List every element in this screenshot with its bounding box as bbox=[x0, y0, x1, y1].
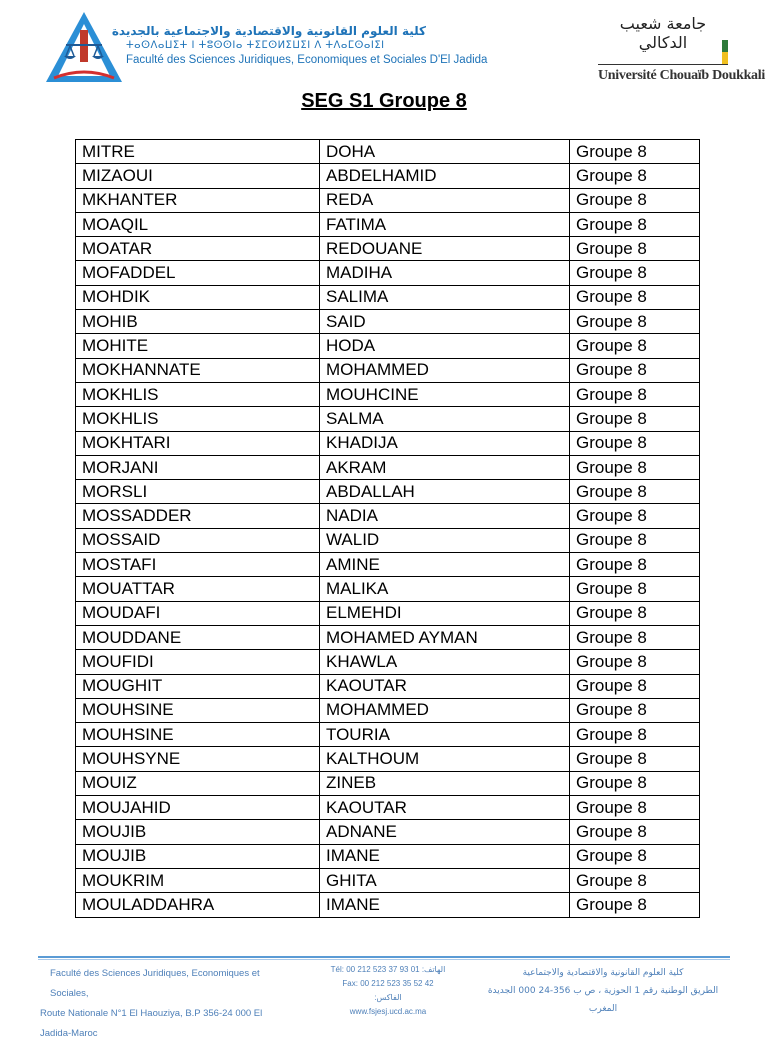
first-name-cell: KALTHOUM bbox=[320, 747, 570, 771]
footer-address: Route Nationale N°1 El Haouziya, B.P 356-24 000 El Jadida-Maroc bbox=[40, 1008, 263, 1039]
table-row bbox=[76, 310, 700, 334]
table-row bbox=[76, 237, 700, 261]
group-cell: Groupe 8 bbox=[570, 431, 700, 455]
table-row bbox=[76, 771, 700, 795]
footer-faculty-name-arabic: كلية العلوم القانونية والاقتصادية والاجتماعية bbox=[522, 968, 684, 978]
last-name-cell: MOHITE bbox=[76, 334, 320, 358]
first-name-cell: MADIHA bbox=[320, 261, 570, 285]
university-name-arabic: جامعة شعيب الدكالي bbox=[619, 14, 707, 52]
last-name-cell: MOATAR bbox=[76, 237, 320, 261]
table-row bbox=[76, 261, 700, 285]
first-name-cell: FATIMA bbox=[320, 212, 570, 236]
last-name-cell: MOUJIB bbox=[76, 820, 320, 844]
table-row bbox=[76, 431, 700, 455]
table-row bbox=[76, 650, 700, 674]
table-row bbox=[76, 893, 700, 917]
first-name-cell: IMANE bbox=[320, 893, 570, 917]
last-name-cell: MORSLI bbox=[76, 480, 320, 504]
table-row bbox=[76, 674, 700, 698]
group-cell: Groupe 8 bbox=[570, 504, 700, 528]
table-row bbox=[76, 504, 700, 528]
group-cell: Groupe 8 bbox=[570, 455, 700, 479]
last-name-cell: MOSSADDER bbox=[76, 504, 320, 528]
footer-contact bbox=[328, 963, 448, 1019]
footer-tel: Tél: 00 212 523 37 93 01 :الهاتف bbox=[330, 965, 446, 974]
last-name-cell: MORJANI bbox=[76, 455, 320, 479]
table-row bbox=[76, 528, 700, 552]
last-name-cell: MOKHLIS bbox=[76, 382, 320, 406]
student-table bbox=[75, 139, 700, 918]
group-cell: Groupe 8 bbox=[570, 844, 700, 868]
group-cell: Groupe 8 bbox=[570, 747, 700, 771]
last-name-cell: MOFADDEL bbox=[76, 261, 320, 285]
first-name-cell: KAOUTAR bbox=[320, 674, 570, 698]
group-cell: Groupe 8 bbox=[570, 723, 700, 747]
first-name-cell: MOHAMMED bbox=[320, 358, 570, 382]
first-name-cell: ELMEHDI bbox=[320, 601, 570, 625]
table-row bbox=[76, 188, 700, 212]
group-cell: Groupe 8 bbox=[570, 893, 700, 917]
first-name-cell: ADNANE bbox=[320, 820, 570, 844]
group-cell: Groupe 8 bbox=[570, 698, 700, 722]
table-row bbox=[76, 723, 700, 747]
first-name-cell: WALID bbox=[320, 528, 570, 552]
table-row bbox=[76, 212, 700, 236]
first-name-cell: GHITA bbox=[320, 868, 570, 892]
last-name-cell: MOHIB bbox=[76, 310, 320, 334]
first-name-cell: REDOUANE bbox=[320, 237, 570, 261]
group-cell: Groupe 8 bbox=[570, 310, 700, 334]
group-cell: Groupe 8 bbox=[570, 674, 700, 698]
last-name-cell: MOSTAFI bbox=[76, 553, 320, 577]
group-cell: Groupe 8 bbox=[570, 868, 700, 892]
last-name-cell: MOHDIK bbox=[76, 285, 320, 309]
group-cell: Groupe 8 bbox=[570, 334, 700, 358]
group-cell: Groupe 8 bbox=[570, 553, 700, 577]
last-name-cell: MKHANTER bbox=[76, 188, 320, 212]
table-row bbox=[76, 285, 700, 309]
faculty-name-french: Faculté des Sciences Juridiques, Economiques et Sociales D'El Jadida bbox=[126, 54, 488, 66]
last-name-cell: MOUIZ bbox=[76, 771, 320, 795]
faculty-name-arabic: كلية العلوم القانونية والاقتصادية والاجتماعية بالجديدة bbox=[111, 24, 426, 38]
group-cell: Groupe 8 bbox=[570, 820, 700, 844]
first-name-cell: ZINEB bbox=[320, 771, 570, 795]
first-name-cell: MOUHCINE bbox=[320, 382, 570, 406]
group-cell: Groupe 8 bbox=[570, 188, 700, 212]
last-name-cell: MOUGHIT bbox=[76, 674, 320, 698]
group-cell: Groupe 8 bbox=[570, 528, 700, 552]
table-row bbox=[76, 796, 700, 820]
last-name-cell: MOUFIDI bbox=[76, 650, 320, 674]
group-cell: Groupe 8 bbox=[570, 601, 700, 625]
first-name-cell: KHADIJA bbox=[320, 431, 570, 455]
group-cell: Groupe 8 bbox=[570, 164, 700, 188]
first-name-cell: IMANE bbox=[320, 844, 570, 868]
table-row bbox=[76, 407, 700, 431]
table-row bbox=[76, 698, 700, 722]
first-name-cell: TOURIA bbox=[320, 723, 570, 747]
table-row bbox=[76, 455, 700, 479]
group-cell: Groupe 8 bbox=[570, 625, 700, 649]
table-row bbox=[76, 747, 700, 771]
faculty-logo-icon bbox=[44, 10, 124, 84]
page-header bbox=[0, 0, 768, 92]
group-cell: Groupe 8 bbox=[570, 650, 700, 674]
footer-faculty-name: Faculté des Sciences Juridiques, Economiques et Sociales, bbox=[50, 968, 260, 999]
faculty-name-block bbox=[111, 24, 488, 66]
first-name-cell: KAOUTAR bbox=[320, 796, 570, 820]
table-row bbox=[76, 140, 700, 164]
last-name-cell: MOUHSINE bbox=[76, 698, 320, 722]
group-cell: Groupe 8 bbox=[570, 212, 700, 236]
group-cell: Groupe 8 bbox=[570, 771, 700, 795]
table-row bbox=[76, 358, 700, 382]
footer-website[interactable]: www.fsjesj.ucd.ac.ma bbox=[349, 1007, 427, 1016]
last-name-cell: MOKHANNATE bbox=[76, 358, 320, 382]
group-cell: Groupe 8 bbox=[570, 480, 700, 504]
first-name-cell: KHAWLA bbox=[320, 650, 570, 674]
group-cell: Groupe 8 bbox=[570, 237, 700, 261]
table-row bbox=[76, 601, 700, 625]
last-name-cell: MOAQIL bbox=[76, 212, 320, 236]
last-name-cell: MOKHLIS bbox=[76, 407, 320, 431]
first-name-cell: DOHA bbox=[320, 140, 570, 164]
page-title: SEG S1 Groupe 8 bbox=[301, 90, 467, 112]
first-name-cell: AKRAM bbox=[320, 455, 570, 479]
last-name-cell: MIZAOUI bbox=[76, 164, 320, 188]
last-name-cell: MOUJIB bbox=[76, 844, 320, 868]
last-name-cell: MOUATTAR bbox=[76, 577, 320, 601]
table-row bbox=[76, 382, 700, 406]
last-name-cell: MOUJAHID bbox=[76, 796, 320, 820]
group-cell: Groupe 8 bbox=[570, 577, 700, 601]
first-name-cell: SAID bbox=[320, 310, 570, 334]
group-cell: Groupe 8 bbox=[570, 140, 700, 164]
footer-address-french bbox=[40, 964, 280, 1044]
first-name-cell: SALIMA bbox=[320, 285, 570, 309]
first-name-cell: AMINE bbox=[320, 553, 570, 577]
table-row bbox=[76, 577, 700, 601]
footer-divider-thin bbox=[38, 959, 730, 960]
last-name-cell: MOKHTARI bbox=[76, 431, 320, 455]
last-name-cell: MOSSAID bbox=[76, 528, 320, 552]
last-name-cell: MOULADDAHRA bbox=[76, 893, 320, 917]
table-row bbox=[76, 334, 700, 358]
last-name-cell: MOUDDANE bbox=[76, 625, 320, 649]
first-name-cell: MOHAMMED bbox=[320, 698, 570, 722]
student-table-body bbox=[76, 140, 700, 918]
first-name-cell: ABDALLAH bbox=[320, 480, 570, 504]
footer-address-arabic-line: الطريق الوطنية رقم 1 الحوزية ، ص ب 356-24 000 الجديدة المغرب bbox=[487, 986, 719, 1014]
footer-fax: Fax: 00 212 523 35 52 42 :الفاكس bbox=[342, 979, 434, 1002]
last-name-cell: MITRE bbox=[76, 140, 320, 164]
group-cell: Groupe 8 bbox=[570, 261, 700, 285]
university-name-french: Université Chouaïb Doukkali bbox=[598, 68, 765, 83]
table-row bbox=[76, 553, 700, 577]
table-row bbox=[76, 480, 700, 504]
university-logo bbox=[598, 14, 765, 84]
last-name-cell: MOUHSYNE bbox=[76, 747, 320, 771]
university-divider bbox=[598, 64, 728, 65]
first-name-cell: SALMA bbox=[320, 407, 570, 431]
first-name-cell: HODA bbox=[320, 334, 570, 358]
faculty-name-tifinagh: ⵜⴰⵙⴷⴰⵡⵉⵜ ⵏ ⵜⵓⵙⵙⵏⴰ ⵜⵉⵎⵙⵍⵉⵡⵉⵏ ⴷ ⵜⴷⴰⵎⵙⴰⵏⵉⵏ bbox=[126, 40, 385, 51]
last-name-cell: MOUKRIM bbox=[76, 868, 320, 892]
group-cell: Groupe 8 bbox=[570, 285, 700, 309]
table-row bbox=[76, 868, 700, 892]
first-name-cell: REDA bbox=[320, 188, 570, 212]
table-row bbox=[76, 820, 700, 844]
table-row bbox=[76, 844, 700, 868]
table-row bbox=[76, 625, 700, 649]
group-cell: Groupe 8 bbox=[570, 407, 700, 431]
first-name-cell: MOHAMED AYMAN bbox=[320, 625, 570, 649]
group-cell: Groupe 8 bbox=[570, 358, 700, 382]
last-name-cell: MOUDAFI bbox=[76, 601, 320, 625]
group-cell: Groupe 8 bbox=[570, 796, 700, 820]
footer-divider bbox=[38, 956, 730, 958]
first-name-cell: MALIKA bbox=[320, 577, 570, 601]
last-name-cell: MOUHSINE bbox=[76, 723, 320, 747]
first-name-cell: NADIA bbox=[320, 504, 570, 528]
group-cell: Groupe 8 bbox=[570, 382, 700, 406]
table-row bbox=[76, 164, 700, 188]
footer-address-arabic bbox=[478, 964, 728, 1018]
first-name-cell: ABDELHAMID bbox=[320, 164, 570, 188]
